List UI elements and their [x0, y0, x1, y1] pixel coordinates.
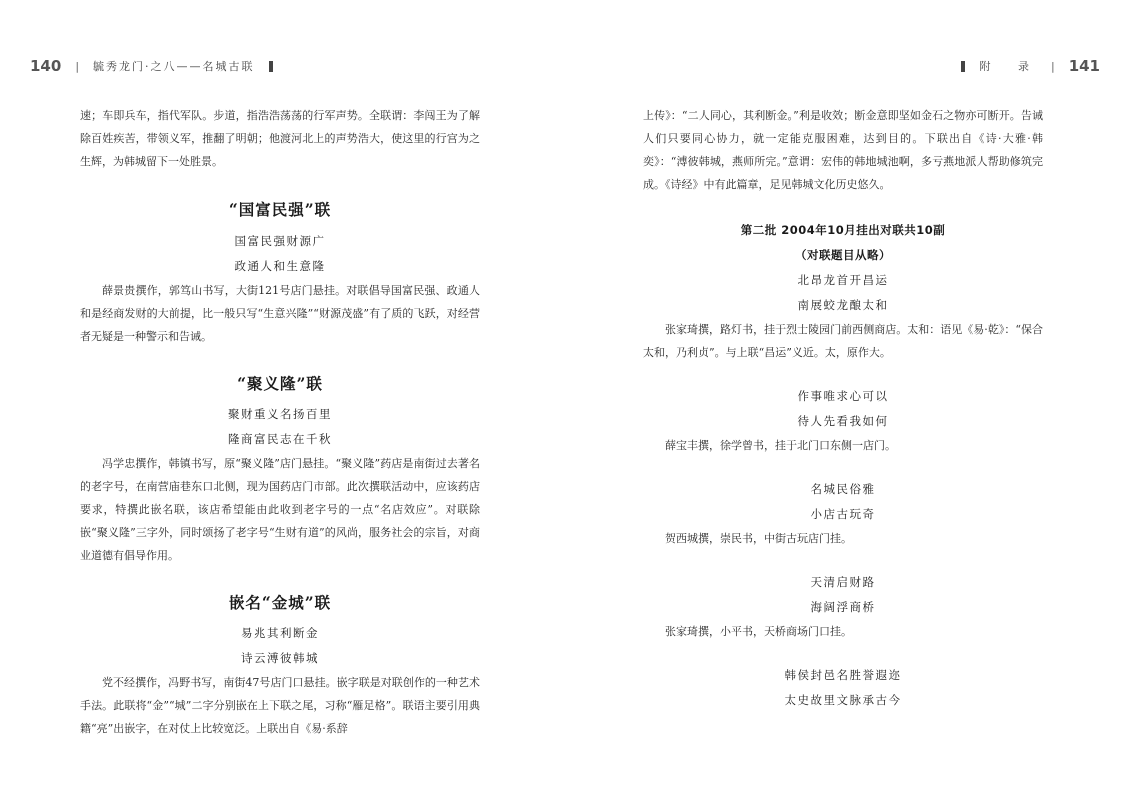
left-page-body [80, 104, 480, 740]
couplet-line-lower: 隆商富民志在千秋 [228, 432, 332, 446]
couplet-line-lower: 政通人和生意隆 [234, 259, 326, 273]
book-title: 毓秀龙门·之八——名城古联 [93, 60, 255, 73]
page-number: 141 [1068, 57, 1100, 75]
page-number: 140 [30, 57, 62, 75]
right-page-body [643, 104, 1043, 713]
couplet-note: 张家琦撰，路灯书，挂于烈士陵园门前西侧商店。太和：语见《易·乾》：“保合太和，乃利贞”。与上联“昌运”义近。太，原作大。 [643, 323, 1043, 359]
left-page [0, 0, 566, 799]
right-running-header [961, 56, 1100, 76]
right-page [566, 0, 1133, 799]
header-separator: | [75, 59, 80, 73]
intro-paragraph: 速；车即兵车，指代军队。步道，指浩浩荡荡的行军声势。全联谓：李闯王为了解除百姓疾苦，带领义军，推翻了明朝；他渡河北上的声势浩大，使这里的行宫为之生辉，为韩城留下一处胜景。 [80, 109, 480, 168]
section-title: 嵌名“金城”联 [228, 593, 332, 612]
appendix-label: 附 录 [979, 60, 1041, 73]
batch-subtitle: （对联题目从略） [795, 248, 891, 262]
couplet-line-lower: 海阔浮商桥 [810, 600, 876, 614]
couplet-line-upper: 北昂龙首开昌运 [797, 273, 889, 287]
section-note: 薛景贵撰作，郭笃山书写，大街121号店门悬挂。对联倡导国富民强、政通人和是经商发财的大前提，比一般只写“生意兴隆”“财源茂盛”有了质的飞跃，对经营者无疑是一种警示和告诫。 [80, 284, 480, 343]
couplet-line-upper: 名城民俗雅 [810, 482, 876, 496]
couplet-line-upper: 国富民强财源广 [234, 234, 326, 248]
couplet-note: 贺西城撰，崇民书，中街古玩店门挂。 [665, 532, 852, 545]
couplet-line-upper: 易兆其利断金 [241, 626, 319, 640]
couplet-line-lower: 小店古玩奇 [810, 507, 876, 521]
section-note: 冯学忠撰作，韩镇书写，原“聚义隆”店门悬挂。“聚义隆”药店是南街过去著名的老字号，在南营庙巷东口北侧，现为国药店门市部。此次撰联活动中，应该药店要求，特撰此嵌名联，该店希望能由此收到老字号的一点“名店效应”。对联除嵌“聚义隆”三字外，同时颂扬了老字号“生财有道”的风尚，服务社会的宗旨，对商业道德有倡导作用。 [80, 457, 480, 562]
couplet-line-upper: 聚财重义名扬百里 [228, 407, 332, 421]
couplet-line-upper: 天清启财路 [810, 575, 876, 589]
intro-paragraph: 上传》：“二人同心，其利断金。”利是收效；断金意即坚如金石之物亦可断开。告诫人们只要同心协力，就一定能克服困难，达到目的。下联出自《诗·大雅·韩奕》：“溥彼韩城，燕师所完。”意谓：宏伟的韩地城池啊，多亏燕地派人帮助修筑完成。《诗经》中有此篇章，足见韩城文化历史悠久。 [643, 109, 1043, 191]
section-title: “国富民强”联 [228, 200, 332, 219]
header-block-mark [269, 61, 273, 72]
batch-title: 第二批 2004年10月挂出对联共10副 [740, 223, 946, 237]
couplet-line-upper: 作事唯求心可以 [797, 389, 889, 403]
header-separator: | [1050, 59, 1055, 73]
section-note: 党不经撰作，冯野书写，南街47号店门口悬挂。嵌字联是对联创作的一种艺术手法。此联将“金”“城”二字分别嵌在上下联之尾，习称“雁足格”。联语主要引用典籍“亮”出嵌字，在对仗上比较宽泛。上联出自《易·系辞 [80, 676, 480, 735]
left-running-header [30, 56, 273, 76]
couplet-line-lower: 诗云溥彼韩城 [241, 651, 319, 665]
section-title: “聚义隆”联 [237, 374, 323, 393]
couplet-note: 张家琦撰，小平书，天桥商场门口挂。 [665, 625, 852, 638]
couplet-line-upper: 韩侯封邑名胜誉遐迩 [784, 668, 902, 682]
couplet-note: 薛宝丰撰，徐学曾书，挂于北门口东侧一店门。 [665, 439, 896, 452]
couplet-line-lower: 太史故里文脉承古今 [784, 693, 902, 707]
couplet-line-lower: 待人先看我如何 [797, 414, 889, 428]
couplet-line-lower: 南展蛟龙酿太和 [797, 298, 889, 312]
header-block-mark [961, 61, 965, 72]
